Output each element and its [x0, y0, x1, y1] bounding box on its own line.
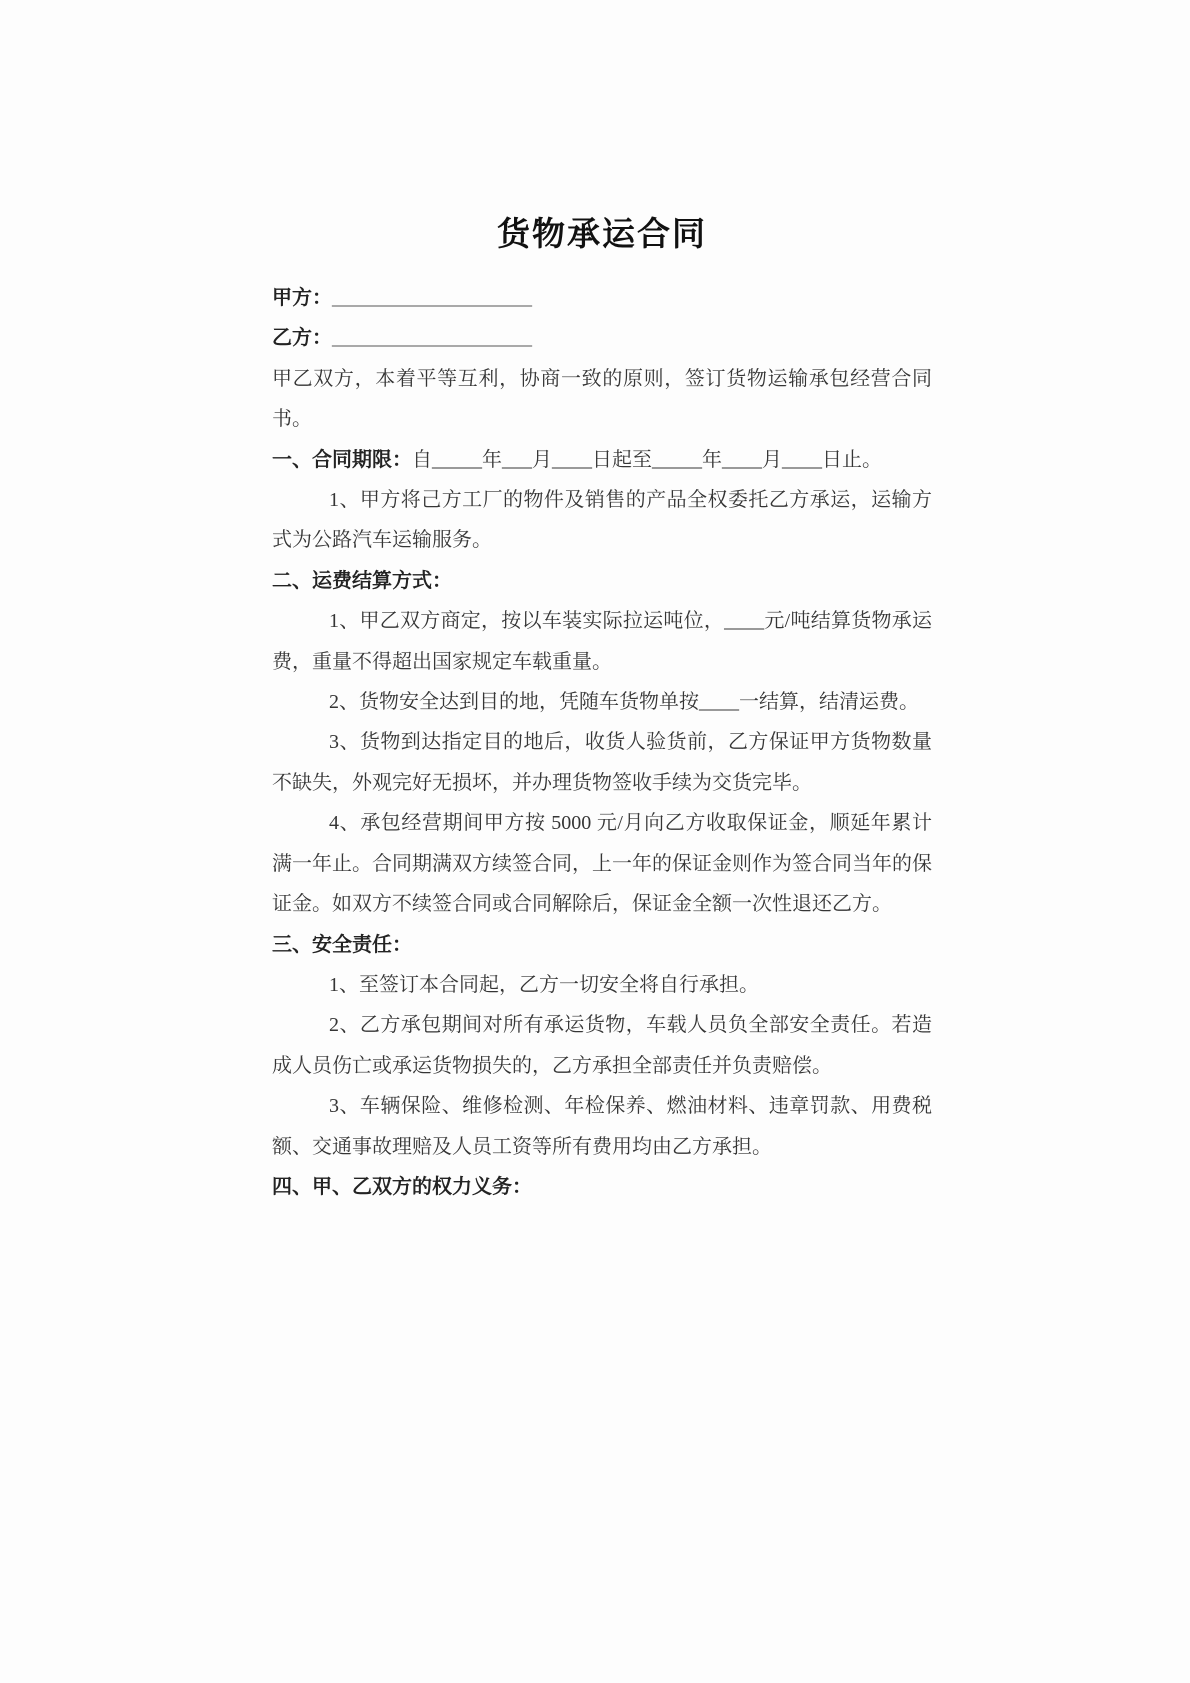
contract-body [272, 278, 932, 1207]
field-label: 甲方： [272, 287, 332, 309]
section-2-heading: 二、运费结算方式： [272, 569, 452, 592]
contract-content [272, 212, 932, 1207]
safety-item-1: 1、至签订本合同起，乙方一切安全将自行承担。 [329, 973, 759, 996]
freight-item-3: 3、货物到达指定目的地后，收货人验货前，乙方保证甲方货物数量不缺失，外观完好无损坏，并办理货物签收手续为交货完毕。 [272, 731, 932, 794]
blank-line: ____________________ [332, 327, 532, 350]
freight-item-2: 2、货物安全达到目的地，凭随车货物单按____一结算，结清运费。 [329, 691, 919, 714]
contract-title: 货物承运合同 [497, 215, 707, 252]
section-3-heading: 三、安全责任： [272, 933, 412, 956]
section-1-term [272, 440, 932, 480]
blank-line: ____________________ [332, 287, 532, 309]
field-label: 乙方： [272, 327, 332, 350]
freight-item-1: 1、甲乙双方商定，按以车装实际拉运吨位，____元/吨结算货物承运费，重量不得超出国家规定车载重量。 [272, 610, 932, 673]
safety-item-3: 3、车辆保险、维修检测、年检保养、燃油材料、违章罚款、用费税额、交通事故理赔及人员工资等所有费用均由乙方承担。 [272, 1095, 932, 1158]
party-a-line [272, 278, 932, 318]
heading-rest: 自_____年___月____日起至_____年____月____日止。 [412, 448, 882, 471]
heading-lead: 一、合同期限： [272, 448, 412, 471]
term-item-1: 1、甲方将己方工厂的物件及销售的产品全权委托乙方承运，运输方式为公路汽车运输服务。 [272, 489, 932, 552]
section-4-heading: 四、甲、乙双方的权力义务： [272, 1175, 532, 1198]
party-b-line [272, 318, 932, 358]
preamble: 甲乙双方，本着平等互利，协商一致的原则，签订货物运输承包经营合同书。 [272, 367, 932, 431]
freight-item-4: 4、承包经营期间甲方按 5000 元/月向乙方收取保证金，顺延年累计满一年止。合同期满双方续签合同，上一年的保证金则作为签合同当年的保证金。如双方不续签合同或合同解除后，保证金全额一次性退还乙方。 [272, 812, 932, 916]
safety-item-2: 2、乙方承包期间对所有承运货物，车载人员负全部安全责任。若造成人员伤亡或承运货物损失的，乙方承担全部责任并负责赔偿。 [272, 1014, 932, 1077]
